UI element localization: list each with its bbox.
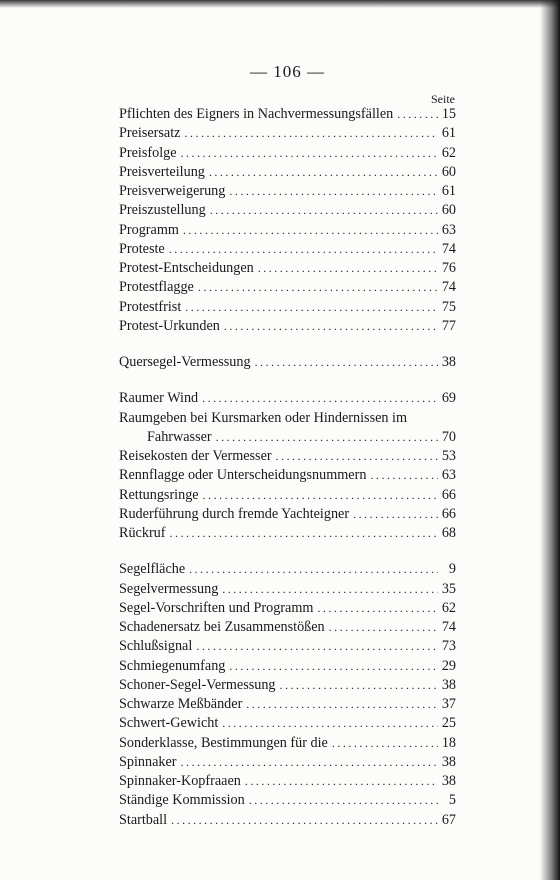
leader-dots [332,734,438,753]
leader-dots [216,428,438,447]
leader-dots [246,695,438,714]
index-entry [119,524,456,543]
page-reference: 66 [441,486,456,503]
index-term: Rennflagge oder Unterscheidungsnummern [119,467,367,484]
column-header-seite: Seite [431,92,455,106]
index-term: Protestflagge [119,279,194,296]
index-term: Protest-Urkunden [119,317,220,334]
index-entry [119,714,456,733]
index-term: Spinnaker-Kopfraaen [119,773,241,789]
page-reference: 76 [441,260,456,276]
index-term: Ständige Kommission [119,792,245,809]
index-entry [119,259,456,278]
page-reference: 37 [441,696,456,712]
page-reference: 61 [441,125,456,142]
leader-dots [189,560,438,579]
page-reference: 38 [441,354,456,370]
leader-dots [171,811,438,830]
index-entry [119,486,456,505]
index-term: Preisverweigerung [119,183,226,199]
leader-dots [198,278,438,297]
page-reference: 74 [441,619,456,635]
page-reference: 62 [441,599,456,616]
index-entry [119,409,456,428]
index-term: Spinnaker [119,753,177,770]
page-top-shadow [0,0,560,8]
index-entry [119,182,456,201]
index-term: Protestfrist [119,298,182,315]
index-entry [119,221,456,240]
page-reference: 77 [441,317,456,334]
group-separator [119,336,456,353]
index-entry [119,105,456,124]
index-entry [119,447,456,466]
index-entry [119,240,456,259]
index-term: Schoner-Segel-Vermessung [119,676,276,693]
page-reference: 38 [441,676,456,693]
index-term: Schlußsignal [119,638,193,655]
leader-dots [170,524,438,543]
index-term: Ruderführung durch fremde Yachteigner [119,505,350,522]
index-term-continuation: Fahrwasser [147,428,212,445]
page-reference: 9 [448,561,456,578]
leader-dots [258,259,438,278]
index-entry [119,124,456,143]
leader-dots [353,505,438,524]
leader-dots [202,389,438,408]
page-reference: 29 [441,657,456,674]
index-term: Protest-Entscheidungen [119,260,254,276]
leader-dots [196,637,438,656]
leader-dots [255,353,438,372]
page-reference: 63 [441,221,456,238]
leader-dots [245,772,438,791]
leader-dots [276,447,438,466]
index-entry [119,791,456,810]
page-reference: 61 [441,183,456,199]
index-entry [119,144,456,163]
page-reference: 38 [441,773,456,789]
leader-dots [397,105,438,124]
page-reference: 67 [441,811,456,828]
index-term: Segel-Vorschriften und Programm [119,599,314,616]
page-reference: 60 [441,163,456,180]
index-entry [119,753,456,772]
index-entry [119,734,456,753]
leader-dots [183,221,438,240]
index-term: Segelvermessung [119,580,219,597]
page-number: — 106 — [250,62,325,81]
page-reference: 25 [441,715,456,732]
index-term: Segelfläche [119,561,186,578]
index-term: Startball [119,811,168,828]
group-separator [119,543,456,560]
leader-dots [280,676,438,695]
index-term: Rückruf [119,525,166,541]
index-entry [119,317,456,336]
leader-dots [229,182,437,201]
index-entry [119,637,456,656]
leader-dots [181,144,438,163]
page-reference: 15 [441,106,456,122]
index-entry [119,695,456,714]
page-reference: 63 [441,467,456,484]
page-reference: 53 [441,448,456,464]
page-binding-shadow [540,0,560,880]
index-entry [119,466,456,485]
index-term: Schwert-Gewicht [119,715,219,732]
page-reference: 75 [441,298,456,315]
page-reference: 74 [441,279,456,296]
index-term: Raumgeben bei Kursmarken oder Hindernissen im [119,409,408,426]
page-reference: 70 [441,428,456,445]
page-reference: 66 [441,505,456,522]
leader-dots [185,298,438,317]
page-reference: 68 [441,525,456,541]
index-list [119,105,456,830]
page-reference: 74 [441,240,456,257]
index-term: Schmiegenumfang [119,657,226,674]
leader-dots [329,618,438,637]
leader-dots [222,714,438,733]
leader-dots [210,201,438,220]
index-entry [119,772,456,791]
index-term: Proteste [119,240,165,257]
page-reference: 18 [441,734,456,751]
index-term: Preisersatz [119,125,181,142]
index-entry [119,811,456,830]
leader-dots [229,657,437,676]
leader-dots [224,317,438,336]
index-entry [119,599,456,618]
index-entry [119,560,456,579]
index-term: Quersegel-Vermessung [119,354,251,370]
index-entry [119,618,456,637]
leader-dots [249,791,438,810]
index-term: Schadenersatz bei Zusammenstößen [119,619,325,635]
index-entry [119,278,456,297]
index-entry-continuation [119,428,456,447]
page-reference: 62 [441,144,456,161]
index-entry [119,676,456,695]
page-reference: 35 [441,580,456,597]
index-entry [119,580,456,599]
index-entry [119,657,456,676]
index-entry [119,163,456,182]
index-term: Preisfolge [119,144,177,161]
leader-dots [184,124,437,143]
index-term: Sonderklasse, Bestimmungen für die [119,734,328,751]
index-term: Pflichten des Eigners in Nachvermessungsfällen [119,106,394,122]
index-term: Raumer Wind [119,390,199,407]
index-entry [119,298,456,317]
group-separator [119,372,456,389]
leader-dots [317,599,437,618]
leader-dots [203,486,438,505]
index-term: Preisverteilung [119,163,205,180]
index-term: Preiszustellung [119,202,206,219]
page-reference: 73 [441,638,456,655]
leader-dots [169,240,438,259]
leader-dots [209,163,438,182]
leader-dots [181,753,438,772]
page-reference: 38 [441,753,456,770]
leader-dots [370,466,437,485]
index-term: Reisekosten der Vermesser [119,448,272,464]
page-reference: 60 [441,202,456,219]
index-entry [119,505,456,524]
leader-dots [222,580,438,599]
index-term: Rettungsringe [119,486,199,503]
page-reference: 5 [448,792,456,809]
page-reference: 69 [441,390,456,407]
index-entry [119,201,456,220]
index-term: Schwarze Meßbänder [119,696,243,712]
index-term: Programm [119,221,179,238]
index-entry [119,353,456,372]
index-entry [119,389,456,408]
